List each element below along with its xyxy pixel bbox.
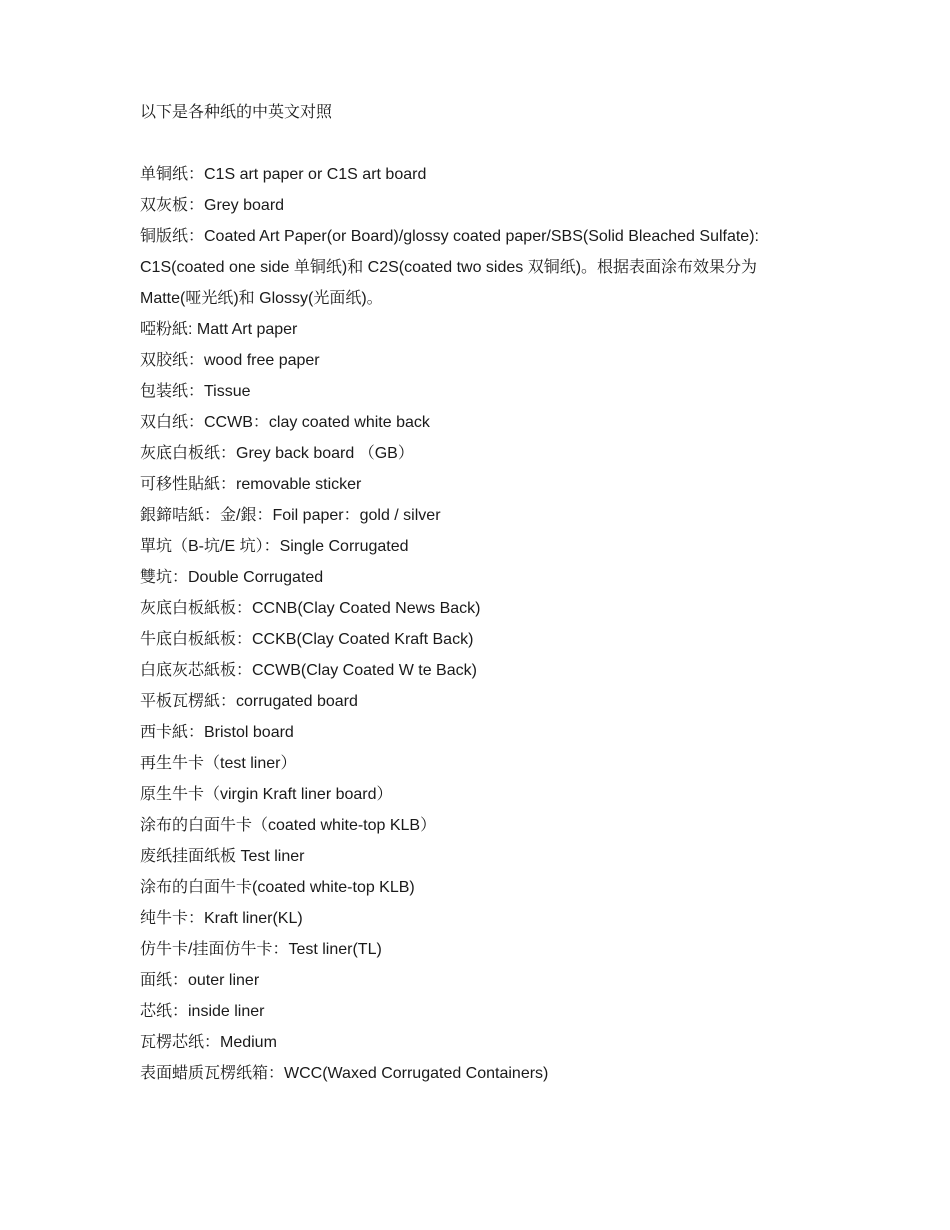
entry-line: 可移性貼紙：removable sticker (140, 476, 362, 493)
entry-line: 再生牛卡（test liner） (140, 755, 297, 772)
entry-line: 表面蜡质瓦楞纸箱：WCC(Waxed Corrugated Containers) (140, 1065, 549, 1082)
entry-paragraph: 铜版纸：Coated Art Paper(or Board)/glossy coated paper/SBS(Solid Bleached Sulfate): C1S(coated one side 单铜纸)和 C2S(coated two sides 双铜纸)。根据表面涂布效果分为 Matte(哑光纸)和 Glossy(光面纸)。 (140, 228, 759, 307)
entry-line: 西卡紙：Bristol board (140, 724, 294, 741)
entry-line: 銀鍗咭紙：金/銀：Foil paper：gold / silver (140, 507, 441, 524)
entry-line: 瓦楞芯纸：Medium (140, 1034, 277, 1051)
entry-line: 双灰板：Grey board (140, 197, 285, 214)
document-title: 以下是各种纸的中英文对照 (140, 104, 333, 121)
entry-line: 灰底白板纸：Grey back board （GB） (140, 445, 414, 462)
entry-line: 单铜纸：C1S art paper or C1S art board (140, 166, 427, 183)
entry-line: 單坑（B-坑/E 坑）：Single Corrugated (140, 538, 409, 555)
entry-line: 原生牛卡（virgin Kraft liner board） (140, 786, 393, 803)
entry-line: 仿牛卡/挂面仿牛卡：Test liner(TL) (140, 941, 382, 958)
entry-line: 包装纸：Tissue (140, 383, 251, 400)
entry-line: 灰底白板紙板：CCNB(Clay Coated News Back) (140, 600, 481, 617)
entry-line: 双胶纸：wood free paper (140, 352, 320, 369)
entry-line: 涂布的白面牛卡（coated white-top KLB） (140, 817, 437, 834)
entry-line: 芯纸：inside liner (140, 1003, 265, 1020)
entry-line: 涂布的白面牛卡(coated white-top KLB) (140, 879, 415, 896)
entry-line: 雙坑：Double Corrugated (140, 569, 324, 586)
document-body (140, 97, 812, 1089)
entry-line: 啞粉紙: Matt Art paper (140, 321, 298, 338)
entry-line: 废纸挂面纸板 Test liner (140, 848, 305, 865)
entry-line: 面纸：outer liner (140, 972, 260, 989)
entry-line: 纯牛卡：Kraft liner(KL) (140, 910, 303, 927)
entry-line: 双白纸：CCWB：clay coated white back (140, 414, 430, 431)
entry-line: 平板瓦楞紙：corrugated board (140, 693, 358, 710)
entry-line: 白底灰芯紙板：CCWB(Clay Coated W te Back) (140, 662, 477, 679)
entry-line: 牛底白板紙板：CCKB(Clay Coated Kraft Back) (140, 631, 474, 648)
